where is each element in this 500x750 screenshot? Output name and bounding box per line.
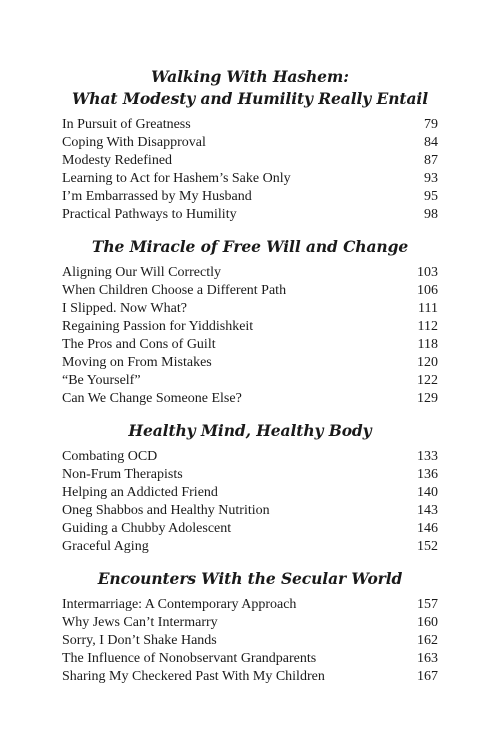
entry-page-number: 87	[424, 153, 438, 168]
toc-entry[interactable]	[62, 336, 438, 354]
toc-entry[interactable]	[62, 282, 438, 300]
entry-page-number: 118	[417, 337, 438, 352]
toc-entry[interactable]	[62, 614, 438, 632]
toc-entry[interactable]	[62, 170, 438, 188]
entry-title: Combating OCD	[62, 449, 158, 464]
entry-title: Why Jews Can’t Intermarry	[62, 615, 218, 630]
entry-title: Moving on From Mistakes	[62, 355, 212, 370]
toc-section-free-will	[62, 236, 438, 408]
toc-entry[interactable]	[62, 134, 438, 152]
entry-title: Oneg Shabbos and Healthy Nutrition	[62, 503, 270, 518]
entry-title: Aligning Our Will Correctly	[62, 265, 221, 280]
entry-page-number: 136	[417, 467, 438, 482]
toc-entry[interactable]	[62, 300, 438, 318]
entry-page-number: 162	[417, 633, 438, 648]
entry-page-number: 167	[417, 669, 438, 684]
toc-entry[interactable]	[62, 502, 438, 520]
entry-page-number: 79	[424, 117, 438, 132]
entry-page-number: 120	[417, 355, 438, 370]
entry-title: Intermarriage: A Contemporary Approach	[62, 597, 297, 612]
toc-section-healthy-mind-body	[62, 420, 438, 556]
toc-entry[interactable]	[62, 448, 438, 466]
section-title	[62, 236, 438, 258]
toc-entry[interactable]	[62, 354, 438, 372]
entry-page-number: 111	[418, 301, 438, 316]
toc-entry[interactable]	[62, 390, 438, 408]
section-title-line-1: Walking With Hashem:	[151, 67, 349, 86]
section-title	[62, 420, 438, 442]
entry-title: When Children Choose a Different Path	[62, 283, 287, 298]
toc-list	[62, 448, 438, 556]
entry-page-number: 129	[417, 391, 438, 406]
section-title-line-1: Encounters With the Secular World	[97, 569, 403, 588]
entry-page-number: 112	[417, 319, 438, 334]
entry-title: Regaining Passion for Yiddishkeit	[62, 319, 254, 334]
toc-entry[interactable]	[62, 116, 438, 134]
toc-entry[interactable]	[62, 520, 438, 538]
toc-entry[interactable]	[62, 264, 438, 282]
entry-page-number: 122	[417, 373, 438, 388]
entry-title: Can We Change Someone Else?	[62, 391, 242, 406]
entry-title: Guiding a Chubby Adolescent	[62, 521, 232, 536]
entry-title: Helping an Addicted Friend	[62, 485, 218, 500]
entry-title: Modesty Redefined	[62, 153, 173, 168]
section-title-line-1: Healthy Mind, Healthy Body	[128, 421, 372, 440]
entry-title: I Slipped. Now What?	[62, 301, 187, 316]
toc-section-secular-world	[62, 568, 438, 686]
toc-entry[interactable]	[62, 372, 438, 390]
toc-entry[interactable]	[62, 206, 438, 224]
entry-page-number: 143	[417, 503, 438, 518]
table-of-contents	[62, 66, 438, 686]
entry-page-number: 93	[424, 171, 438, 186]
toc-section-modesty-humility	[62, 66, 438, 224]
entry-page-number: 163	[417, 651, 438, 666]
toc-entry[interactable]	[62, 188, 438, 206]
entry-title: The Pros and Cons of Guilt	[62, 337, 216, 352]
entry-page-number: 157	[417, 597, 438, 612]
entry-title: Practical Pathways to Humility	[62, 207, 237, 222]
toc-list	[62, 116, 438, 224]
entry-title: Non-Frum Therapists	[62, 467, 183, 482]
entry-page-number: 103	[417, 265, 438, 280]
entry-page-number: 84	[424, 135, 438, 150]
entry-page-number: 98	[424, 207, 438, 222]
entry-title: In Pursuit of Greatness	[62, 117, 191, 132]
toc-entry[interactable]	[62, 538, 438, 556]
section-title-line-1: The Miracle of Free Will and Change	[91, 237, 409, 256]
toc-entry[interactable]	[62, 318, 438, 336]
entry-title: The Influence of Nonobservant Grandparents	[62, 651, 317, 666]
toc-entry[interactable]	[62, 632, 438, 650]
toc-entry[interactable]	[62, 596, 438, 614]
toc-entry[interactable]	[62, 466, 438, 484]
entry-title: Graceful Aging	[62, 539, 149, 554]
entry-page-number: 140	[417, 485, 438, 500]
entry-page-number: 133	[417, 449, 438, 464]
entry-page-number: 106	[417, 283, 438, 298]
entry-page-number: 146	[417, 521, 438, 536]
toc-entry[interactable]	[62, 668, 438, 686]
section-title	[62, 568, 438, 590]
entry-title: Coping With Disapproval	[62, 135, 206, 150]
toc-list	[62, 264, 438, 408]
entry-page-number: 152	[417, 539, 438, 554]
toc-entry[interactable]	[62, 152, 438, 170]
section-title	[62, 66, 438, 110]
entry-title: I’m Embarrassed by My Husband	[62, 189, 252, 204]
toc-entry[interactable]	[62, 484, 438, 502]
toc-list	[62, 596, 438, 686]
entry-page-number: 160	[417, 615, 438, 630]
entry-title: Sorry, I Don’t Shake Hands	[62, 633, 217, 648]
entry-title: Sharing My Checkered Past With My Children	[62, 669, 325, 684]
entry-title: “Be Yourself”	[62, 373, 141, 388]
entry-page-number: 95	[424, 189, 438, 204]
entry-title: Learning to Act for Hashem’s Sake Only	[62, 171, 291, 186]
section-title-line-2: What Modesty and Humility Really Entail	[72, 89, 428, 108]
toc-entry[interactable]	[62, 650, 438, 668]
